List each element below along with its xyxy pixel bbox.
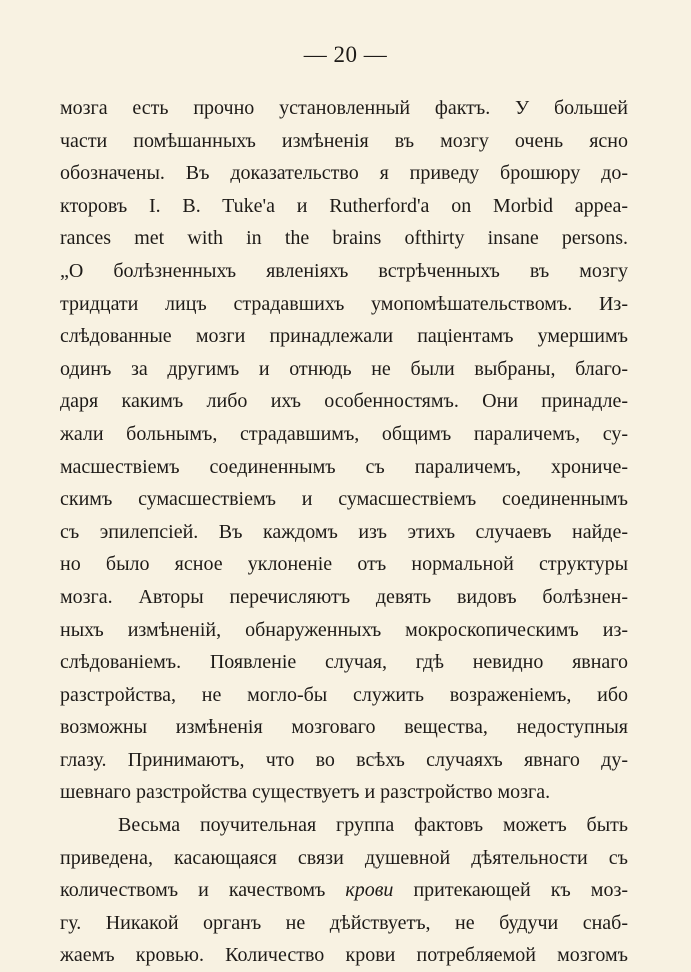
text-line: шевнаго разстройства существуетъ и разстройство мозга. — [60, 781, 551, 804]
text-line: гу. Никакой органъ не дѣйствуетъ, не будучи снаб- — [60, 911, 628, 934]
text-line: разстройства, не могло-бы служить возраженіемъ, ибо — [60, 683, 628, 706]
text-segment: притекающей къ моз- — [413, 879, 628, 902]
text-line: возможны измѣненія мозговаго вещества, недоступныя — [60, 716, 628, 739]
page-number: — 20 — — [303, 42, 388, 67]
text-line: одинъ за другимъ и отнюдь не были выбраны, благо- — [60, 357, 628, 380]
text-line: части помѣшанныхъ измѣненія въ мозгу очень ясно — [60, 129, 628, 152]
text-line: глазу. Принимаютъ, что во всѣхъ случаяхъ явнаго ду- — [60, 748, 628, 771]
paragraph-first-line: Весьма поучительная группа фактовъ можетъ быть — [118, 814, 628, 837]
text-line: съ эпилепсіей. Въ каждомъ изъ этихъ случаевъ найде- — [60, 520, 628, 543]
text-line: масшествіемъ соединеннымъ съ параличемъ, хрониче- — [60, 455, 628, 478]
text-line: слѣдованіемъ. Появленіе случая, гдѣ невидно явнаго — [60, 651, 628, 674]
text-line: скимъ сумасшествіемъ и сумасшествіемъ соединеннымъ — [60, 488, 628, 511]
body-text — [60, 92, 628, 972]
text-line: мозга. Авторы перечисляютъ девять видовъ болѣзнен- — [60, 585, 628, 608]
text-line: rances met with in the brains ofthirty insane persons. — [60, 227, 628, 250]
text-line: но было ясное уклоненіе отъ нормальной структуры — [60, 553, 628, 576]
text-line: „О болѣзненныхъ явленіяхъ встрѣченныхъ въ мозгу — [60, 259, 628, 282]
text-line: кторовъ I. B. Tuke'a и Rutherford'a on Morbid appea- — [60, 194, 628, 217]
text-line: приведена, касающаяся связи душевной дѣятельности съ — [60, 846, 628, 869]
text-line: жаемъ кровью. Количество крови потребляемой мозгомъ — [60, 944, 628, 967]
text-line: мозга есть прочно установленный фактъ. У большей — [60, 97, 628, 119]
text-line: даря какимъ либо ихъ особенностямъ. Они принадле- — [60, 390, 628, 413]
text-line: тридцати лицъ страдавшихъ умопомѣшательствомъ. Из- — [60, 292, 628, 315]
text-segment: количествомъ и качествомъ — [60, 879, 326, 902]
text-line: обозначены. Въ доказательство я приведу брошюру до- — [60, 162, 628, 185]
italic-word: крови — [345, 879, 394, 902]
text-line-with-italic — [60, 874, 628, 907]
text-line: жали больнымъ, страдавшимъ, общимъ параличемъ, су- — [60, 422, 628, 445]
text-line: слѣдованные мозги принадлежали паціентамъ умершимъ — [60, 325, 628, 348]
text-line: ныхъ измѣненій, обнаруженныхъ мокроскопическимъ из- — [60, 618, 628, 641]
